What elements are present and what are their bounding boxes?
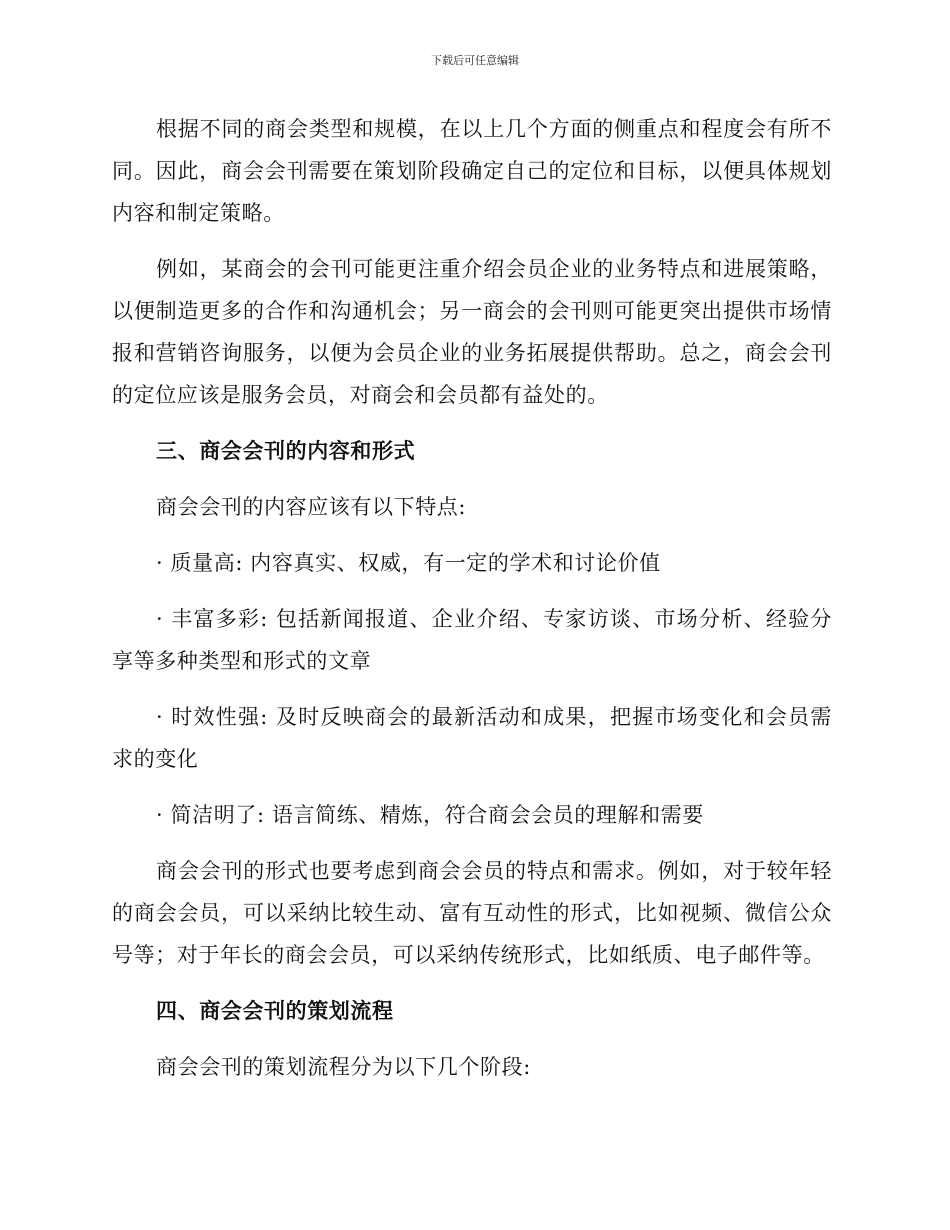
paragraph-content-features-intro: 商会会刊的内容应该有以下特点: xyxy=(156,495,467,519)
paragraph-planning-stages-intro: 商会会刊的策划流程分为以下几个阶段: xyxy=(156,1055,531,1079)
bullet-timeliness: · 时效性强: 及时反映商会的最新活动和成果，把握市场变化和会员需求的变化 xyxy=(112,705,832,771)
section-heading-planning-process: 四、商会会刊的策划流程 xyxy=(156,998,394,1023)
section-heading-content-and-form: 三、商会会刊的内容和形式 xyxy=(156,438,416,463)
paragraph-positioning-example: 例如，某商会的会刊可能更注重介绍会员企业的业务特点和进展策略，以便制造更多的合作和沟通机会；另一商会的会刊则可能更突出提供市场情报和营销咨询服务，以便为会员企业的业务拓展提供帮助。总之，商会会刊的定位应该是服务会员，对商会和会员都有益处的。 xyxy=(112,257,832,407)
document-body xyxy=(112,108,832,1102)
bullet-concise: · 简洁明了: 语言简练、精炼，符合商会会员的理解和需要 xyxy=(156,803,704,827)
bullet-rich-variety: · 丰富多彩: 包括新闻报道、企业介绍、专家访谈、市场分析、经验分享等多种类型和形式的文章 xyxy=(112,607,832,673)
paragraph-form-considerations: 商会会刊的形式也要考虑到商会会员的特点和需求。例如，对于较年轻的商会会员，可以采纳比较生动、富有互动性的形式，比如视频、微信公众号等；对于年长的商会会员，可以采纳传统形式，比如纸质、电子邮件等。 xyxy=(112,859,832,967)
page-header: 下载后可任意编辑 xyxy=(431,54,519,67)
bullet-high-quality: · 质量高: 内容真实、权威，有一定的学术和讨论价值 xyxy=(156,551,661,575)
paragraph-positioning-variation: 根据不同的商会类型和规模，在以上几个方面的侧重点和程度会有所不同。因此，商会会刊需要在策划阶段确定自己的定位和目标，以便具体规划内容和制定策略。 xyxy=(112,117,832,225)
